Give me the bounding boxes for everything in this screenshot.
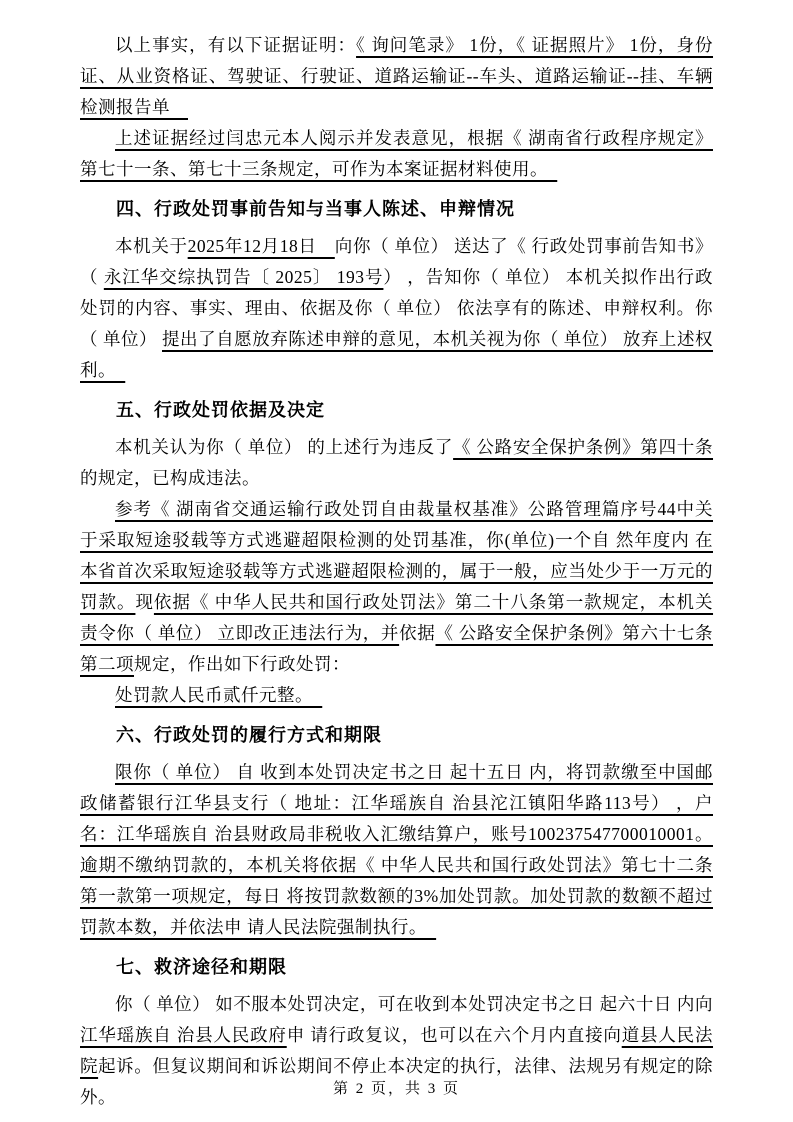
underlined-regulation-run: 《 公路安全保护条例》第四十条	[453, 437, 714, 457]
heading-section-6-performance: 六、行政处罚的履行方式和期限	[116, 725, 382, 745]
text-run: 你（ 单位） 如不服本处罚决定，可在收到本处罚决定书之日 起六十日 内向	[115, 994, 713, 1014]
text-run: 本机关认为你（ 单位） 的上述行为违反了	[115, 437, 454, 457]
underlined-date-run: 2025年12月18日	[187, 236, 335, 256]
underlined-text-run: 限你（ 单位） 自 收到本处罚决定书之日 起十五日 内，将罚款缴至中国邮政储蓄银行江华县支行（ 地址：江华瑶族自 治县沱江镇阳华路113号） ，户名：江华瑶族自 治县财政局非税收入汇缴结算户，账号100237547700010001。逾期不缴纳罚款的，本机关将依据《 中华人民共和国行政处罚法》第七十二条第一款第一项规定，每日 将按罚款数额的3%加处罚款。加处罚款的数额不超过罚款本数，并依法申 请人民法院强制执行。	[80, 762, 713, 937]
heading-section-7-remedies: 七、救济途径和期限	[116, 957, 287, 977]
underlined-text-run: 提出了自愿放弃陈述申辩的意见，本机关视为你（ 单位） 放弃上述权利。	[80, 329, 714, 380]
text-run: 起诉。但复议期间和诉讼期间不停止本决定的执行，法律、法规另有规定的除外。	[80, 1056, 714, 1107]
underlined-text-run: 参考《 湖南省交通运输行政处罚自由裁量权基准》公路管理篇序号44中关于采取短途驳载等方式逃避超限检测的处罚基准，你(单位)一个自 然年度内 在本省首次采取短途驳载等方式逃避超限检测的，属于一般，应当处少于一万元的罚款。	[80, 499, 713, 612]
underlined-court-run: 道县人民法院	[80, 1025, 714, 1076]
page-number: 第 2 页，共 3 页	[332, 1081, 460, 1097]
underlined-text-run: 上述证据经过闫忠元本人阅示并发表意见，根据《 湖南省行政程序规定》第七十一条、第七十三条规定，可作为本案证据材料使用。	[80, 128, 713, 179]
underlined-fine-amount-run: 处罚款人民币贰仟元整。	[115, 685, 323, 705]
text-run: 的规定，已构成违法。	[80, 468, 260, 488]
text-run: ） ，告知你（ 单位） 本机关拟作出行政处罚的内容、事实、理由、依据及你（ 单位） 依法享有的陈述、申辩权利。你（ 单位）	[80, 267, 714, 349]
paragraph-fine-amount	[80, 680, 713, 711]
underlined-law-run: 依据《 中华人民共和国行政处罚法》第二十八条第一款规定，本机关责令你（ 单位） 立即改正违法行为，并	[80, 592, 714, 643]
text-run: 本机关于	[115, 236, 188, 256]
paragraph-evidence-review	[80, 123, 713, 185]
paragraph-evidence-list	[80, 30, 713, 123]
paragraph-prior-notice	[80, 231, 713, 386]
paragraph-violation-finding	[80, 432, 713, 494]
underlined-text-run: 《 询问笔录》 1份，《 证据照片》 1份，身份证、从业资格证、驾驶证、行驶证、道路运输证--车头、道路运输证--挂、车辆检测报告单	[80, 35, 714, 117]
text-run: 申 请行政复议，也可以在六个月内直接向	[286, 1025, 622, 1045]
heading-section-4-prior-notice: 四、行政处罚事前告知与当事人陈述、申辩情况	[116, 199, 515, 219]
underlined-regulation-run: 《 公路安全保护条例》第六十七条第二项	[80, 623, 714, 674]
text-run: 向你（ 单位） 送达了《 行政处罚事前告知书》（	[80, 236, 714, 287]
underlined-case-number-run: 永江华交综执罚告〔 2025〕 193号	[103, 267, 384, 287]
underlined-government-run: 江华瑶族自 治县人民政府	[80, 1025, 287, 1045]
paragraph-discretion-basis	[80, 494, 713, 680]
text-run: 以上事实，有以下证据证明：	[115, 35, 357, 55]
heading-section-5-penalty-basis: 五、行政处罚依据及决定	[116, 400, 325, 420]
text-run: 依据	[399, 623, 436, 643]
text-run: 规定，作出如下行政处罚：	[134, 654, 350, 674]
paragraph-payment-instructions	[80, 757, 713, 943]
text-run: 现	[135, 592, 154, 612]
